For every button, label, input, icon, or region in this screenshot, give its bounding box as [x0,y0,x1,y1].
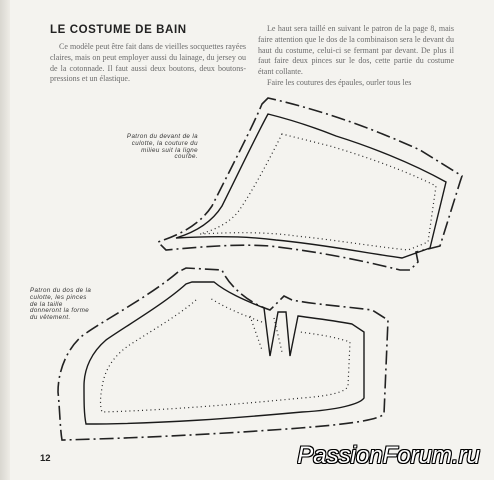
instructions-paragraph-1: Le haut sera taillé en suivant le patron de la page 8, mais faire attention que le dos de la combinaison sera le devant du haut du costume, celui-ci se fermant par devant. De plus il faut faire deux pinces sur le dos, cette partie du costume étant collante. [258,24,454,77]
watermark-text: PassionForum.ru [297,442,480,469]
intro-paragraph: Ce modèle peut être fait dans de vieilles socquettes rayées claires, mais on peut employer aussi du lainage, du jersey ou de la cotonnade. Il faut aussi deux boutons, deux boutons-pressions et un élastique. [50,42,246,84]
page-number: 12 [40,453,51,464]
instructions-paragraph-2: Faire les coutures des épaules, ourler tous les [267,77,412,87]
front-pattern-seam-dots [200,134,436,250]
page-title: LE COSTUME DE BAIN [50,24,187,36]
back-pattern-outer-outline [58,268,388,440]
back-pattern-caption: Patron du dos de la culotte, les pinces de la taille donneront la forme du vêtement. [30,287,92,322]
back-pattern-seam-dots [101,298,351,412]
back-pattern-cut-line [84,282,364,424]
front-pattern-cut-line [176,114,446,258]
front-pattern-caption: Patron du devant de la culotte, la couture du milieu suit la ligne courbe. [126,133,198,161]
